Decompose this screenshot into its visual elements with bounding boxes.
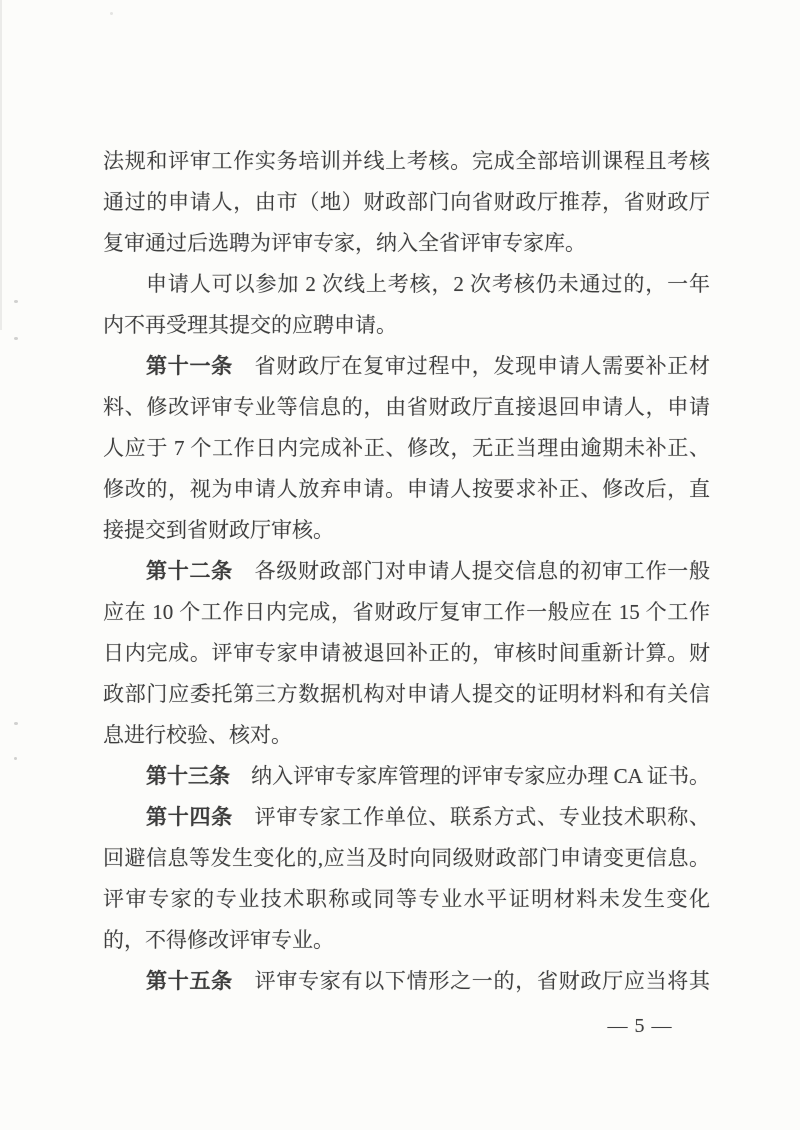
article-number: 第十二条 bbox=[146, 560, 233, 583]
scan-speck bbox=[14, 757, 17, 760]
text-segment: 法规和评审工作实务培训并线上考核。完成全部培训课程且考核 bbox=[103, 149, 710, 173]
text-line bbox=[103, 879, 710, 920]
text-line bbox=[103, 756, 710, 797]
page-number: — 5 — bbox=[607, 1015, 673, 1037]
text-segment: 日内完成。评审专家申请被退回补正的，审核时间重新计算。财 bbox=[103, 641, 710, 665]
text-segment: 复审通过后选聘为评审专家，纳入全省评审专家库。 bbox=[103, 231, 586, 255]
text-line bbox=[103, 920, 710, 961]
text-line bbox=[103, 305, 710, 346]
text-line bbox=[103, 223, 710, 264]
text-segment: 料、修改评审专业等信息的，由省财政厅直接退回申请人，申请 bbox=[103, 395, 710, 419]
text-line bbox=[103, 141, 710, 182]
scan-speck bbox=[14, 337, 18, 340]
text-line bbox=[103, 469, 710, 510]
scan-edge-artifact bbox=[0, 0, 2, 330]
text-line bbox=[103, 182, 710, 223]
article-number: 第十一条 bbox=[146, 355, 233, 378]
text-segment: 接提交到省财政厅审核。 bbox=[103, 518, 334, 542]
text-line bbox=[103, 961, 710, 1002]
text-line bbox=[103, 510, 710, 551]
text-segment: 各级财政部门对申请人提交信息的初审工作一般 bbox=[232, 559, 711, 583]
text-segment: 息进行校验、核对。 bbox=[103, 723, 292, 747]
text-line bbox=[103, 633, 710, 674]
text-segment: 评审专家工作单位、联系方式、专业技术职称、 bbox=[232, 805, 711, 829]
text-line bbox=[103, 551, 710, 592]
text-line bbox=[103, 346, 710, 387]
text-line bbox=[103, 592, 710, 633]
text-segment: 省财政厅在复审过程中，发现申请人需要补正材 bbox=[232, 354, 711, 378]
scan-speck bbox=[14, 300, 18, 303]
text-line bbox=[103, 428, 710, 469]
article-number: 第十三条 bbox=[146, 765, 231, 788]
article-number: 第十五条 bbox=[146, 970, 233, 993]
text-segment: 评审专家的专业技术职称或同等专业水平证明材料未发生变化 bbox=[103, 887, 710, 911]
text-line bbox=[103, 838, 710, 879]
text-line bbox=[103, 387, 710, 428]
text-segment: 内不再受理其提交的应聘申请。 bbox=[103, 313, 397, 337]
text-segment: 的，不得修改评审专业。 bbox=[103, 928, 334, 952]
text-segment: 通过的申请人，由市（地）财政部门向省财政厅推荐，省财政厅 bbox=[103, 190, 710, 214]
scan-speck bbox=[14, 722, 18, 725]
text-segment: 应在 10 个工作日内完成，省财政厅复审工作一般应在 15 个工作 bbox=[103, 600, 710, 624]
text-line bbox=[103, 715, 710, 756]
text-segment: 评审专家有以下情形之一的，省财政厅应当将其 bbox=[232, 969, 711, 993]
text-segment: 纳入评审专家库管理的评审专家应办理 CA 证书。 bbox=[230, 764, 710, 788]
scan-speck bbox=[110, 12, 113, 15]
article-number: 第十四条 bbox=[146, 806, 233, 829]
text-segment: 申请人可以参加 2 次线上考核，2 次考核仍未通过的，一年 bbox=[146, 272, 710, 296]
text-line bbox=[103, 264, 710, 305]
document-body bbox=[103, 141, 710, 1002]
text-line bbox=[103, 674, 710, 715]
text-segment: 政部门应委托第三方数据机构对申请人提交的证明材料和有关信 bbox=[103, 682, 710, 706]
text-segment: 回避信息等发生变化的,应当及时向同级财政部门申请变更信息。 bbox=[103, 846, 710, 870]
text-segment: 修改的，视为申请人放弃申请。申请人按要求补正、修改后，直 bbox=[103, 477, 710, 501]
text-line bbox=[103, 797, 710, 838]
text-segment: 人应于 7 个工作日内完成补正、修改，无正当理由逾期未补正、 bbox=[103, 436, 710, 460]
